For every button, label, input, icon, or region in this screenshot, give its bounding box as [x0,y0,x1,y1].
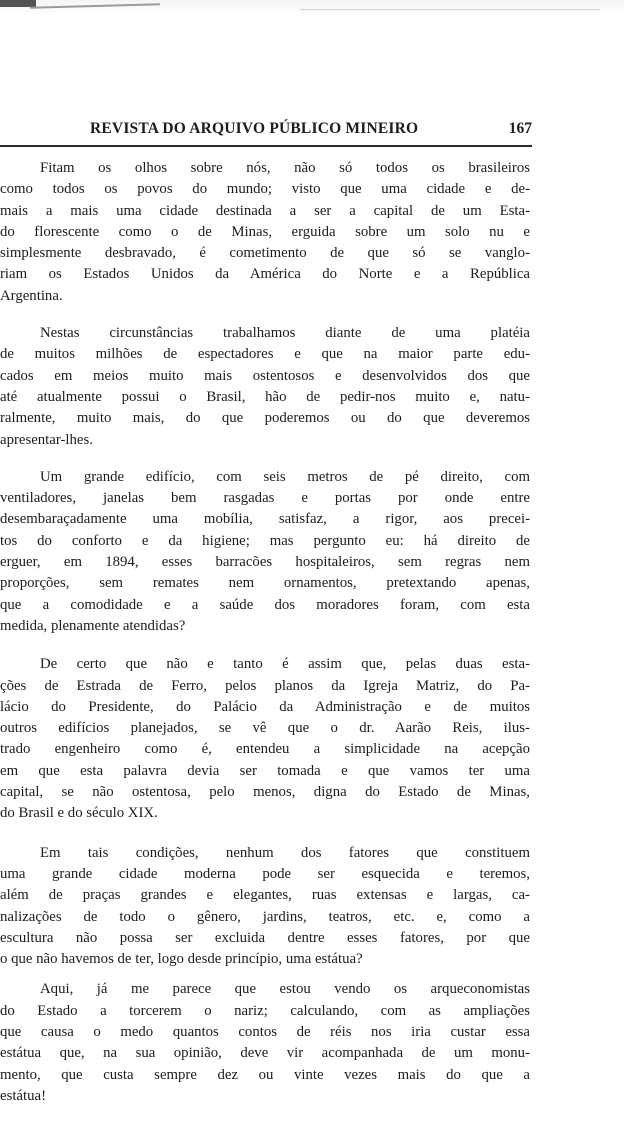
text-line: em que esta palavra devia ser tomada e que vamos ter uma [0,762,530,779]
text-line: que a comodidade e a saúde dos moradores foram, com esta [0,596,530,613]
paragraph [0,158,530,307]
text-line: capital, se não ostentosa, pelo menos, digna do Estado de Minas, [0,784,530,801]
text-line: nalizações de todo o gênero, jardins, teatros, etc. e, como a [0,908,530,925]
text-line: ralmente, muito mais, do que poderemos ou do que deveremos [0,410,530,427]
text-line: do Brasil e do século XIX. [0,805,158,822]
text-line: o que não havemos de ter, logo desde princípio, uma estátua? [0,951,363,968]
text-line: Aqui, já me parece que estou vendo os arqueconomistas [40,981,530,998]
text-line: erguer, em 1894, esses barracões hospitaleiros, sem regras nem [0,554,530,571]
paragraph [0,843,530,971]
ink-stroke [30,3,160,8]
page-number: 167 [508,120,532,137]
text-line: riam os Estados Unidos da América do Norte e a República [0,266,530,283]
faint-line [300,9,600,10]
text-line: ções de Estrada de Ferro, pelos planos da Igreja Matriz, do Pa- [0,677,530,694]
text-line: medida, plenamente atendidas? [0,617,186,634]
text-line: uma grande cidade moderna pode ser esquecida e teremos, [0,865,530,882]
text-line: apresentar-lhes. [0,431,93,448]
text-line: estátua que, na sua opinião, deve vir acompanhada de um monu- [0,1045,530,1062]
text-line: que causa o medo quantos contos de réis nos iria custar essa [0,1023,530,1040]
text-line: além de praças grandes e elegantes, ruas extensas e largas, ca- [0,887,530,904]
paragraph [0,323,530,451]
paragraph [0,654,530,824]
text-line: De certo que não e tanto é assim que, pelas duas esta- [40,656,530,673]
text-line: do florescente como o de Minas, erguida sobre um solo nu e [0,223,530,240]
text-line: escultura não possa ser excluida dentre esses fatores, por que [0,929,530,946]
text-line: Argentina. [0,287,63,304]
text-line: trado engenheiro como é, entendeu a simplicidade na acepção [0,741,530,758]
header-rule [0,145,532,147]
text-line: como todos os povos do mundo; visto que uma cidade e de- [0,181,530,198]
text-line: até atualmente possui o Brasil, hão de pedir-nos muito e, natu- [0,388,530,405]
paragraph [0,467,530,637]
text-line: do Estado a torcerem o nariz; calculando, com as ampliações [0,1002,530,1019]
text-line: proporções, sem remates nem ornamentos, pretextando apenas, [0,575,530,592]
text-line: simplesmente desbravado, é cometimento de que só se vanglo- [0,245,530,262]
text-line: desembaraçadamente uma mobília, satisfaz, a rigor, aos precei- [0,511,530,528]
text-line: Em tais condições, nenhum dos fatores que constituem [40,844,530,861]
text-line: ventiladores, janelas bem rasgadas e portas por onde entre [0,490,530,507]
text-line: Um grande edifício, com seis metros de pé direito, com [40,468,530,485]
text-line: mento, que custa sempre dez ou vinte vezes mais do que a [0,1066,530,1083]
text-line: Nestas circunstâncias trabalhamos diante de uma platéia [40,325,530,342]
text-line: cados em meios muito mais ostentosos e desenvolvidos dos que [0,367,530,384]
text-line: tos do conforto e da higiene; mas pergunto eu: há direito de [0,532,530,549]
paragraph [0,979,530,1107]
body-text [0,158,530,1125]
text-line: Fitam os olhos sobre nós, não só todos os brasileiros [40,160,530,176]
journal-title: REVISTA DO ARQUIVO PÚBLICO MINEIRO [90,120,419,137]
text-line: mais a mais uma cidade destinada a ser a capital de um Esta- [0,202,530,219]
text-line: estátua! [0,1087,47,1104]
page-top-edge [0,0,624,16]
text-line: de muitos milhões de espectadores e que na maior parte edu- [0,346,530,363]
text-line: outros edifícios planejados, se vê que o dr. Aarão Reis, ilus- [0,720,530,737]
text-line: lácio do Presidente, do Palácio da Administração e de muitos [0,698,530,715]
running-header [0,120,532,142]
